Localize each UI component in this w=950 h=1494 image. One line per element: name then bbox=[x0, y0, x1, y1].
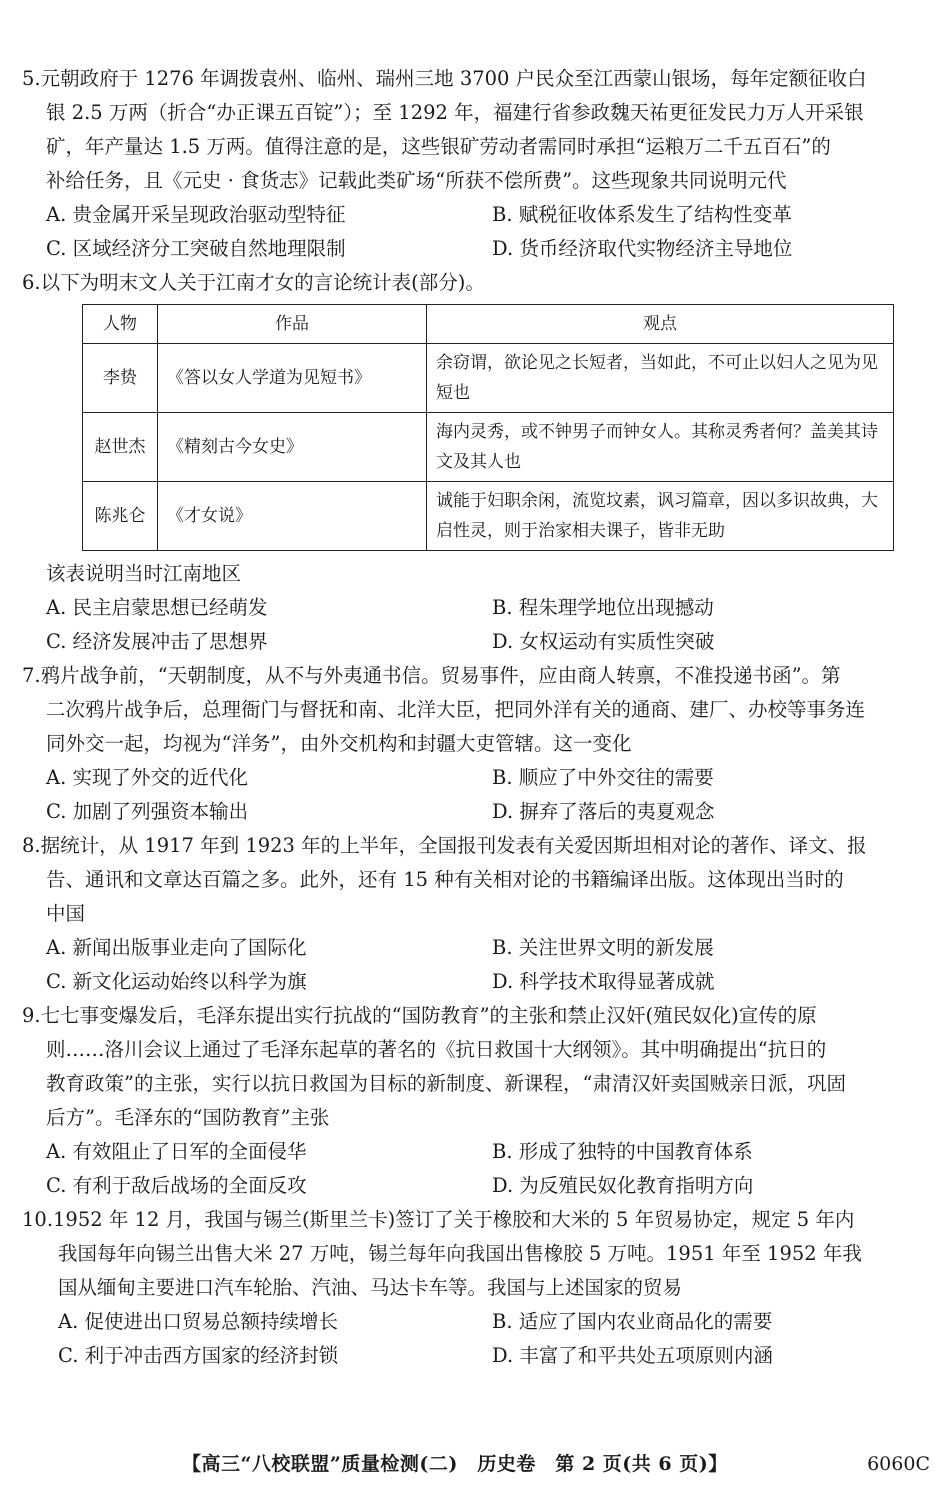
option-c[interactable]: C. 加剧了列强资本输出 bbox=[46, 800, 249, 823]
option-d[interactable]: D. 货币经济取代实物经济主导地位 bbox=[492, 237, 793, 260]
options-row bbox=[22, 591, 934, 625]
option-c[interactable]: C. 有利于敌后战场的全面反攻 bbox=[46, 1174, 307, 1197]
table-header-row bbox=[83, 305, 894, 344]
option-b[interactable]: B. 形成了独特的中国教育体系 bbox=[492, 1140, 753, 1163]
question-10 bbox=[22, 1203, 934, 1373]
question-stem-line: 该表说明当时江南地区 bbox=[46, 562, 242, 585]
option-d[interactable]: D. 女权运动有实质性突破 bbox=[492, 630, 715, 653]
column-header-work: 作品 bbox=[158, 305, 427, 344]
option-d[interactable]: D. 为反殖民奴化教育指明方向 bbox=[492, 1174, 754, 1197]
options-row bbox=[22, 1135, 934, 1169]
option-c[interactable]: C. 新文化运动始终以科学为旗 bbox=[46, 970, 307, 993]
options-row bbox=[22, 1169, 934, 1203]
cell-person: 李贽 bbox=[83, 344, 158, 413]
footer-title: 【高三“八校联盟”质量检测(二) 历史卷 第 2 页(共 6 页)】 bbox=[182, 1453, 728, 1475]
options-row bbox=[22, 931, 934, 965]
option-c[interactable]: C. 经济发展冲击了思想界 bbox=[46, 630, 268, 653]
option-c[interactable]: C. 利于冲击西方国家的经济封锁 bbox=[58, 1344, 339, 1367]
cell-work: 《答以女人学道为见短书》 bbox=[158, 344, 427, 413]
question-stem-line: 国从缅甸主要进口汽车轮胎、汽油、马达卡车等。我国与上述国家的贸易 bbox=[58, 1276, 683, 1299]
table-row bbox=[83, 344, 894, 413]
question-stem-line: 矿，年产量达 1.5 万两。值得注意的是，这些银矿劳动者需同时承担“运粮万二千五百石”的 bbox=[46, 135, 831, 158]
option-a[interactable]: A. 促使进出口贸易总额持续增长 bbox=[58, 1310, 338, 1333]
option-d[interactable]: D. 科学技术取得显著成就 bbox=[492, 970, 715, 993]
options-row bbox=[22, 232, 934, 266]
options-row bbox=[22, 965, 934, 999]
question-8 bbox=[22, 829, 934, 999]
column-header-person: 人物 bbox=[83, 305, 158, 344]
question-stem-line: 8.据统计，从 1917 年到 1923 年的上半年，全国报刊发表有关爱因斯坦相对论的著作、译文、报 bbox=[22, 834, 867, 857]
option-b[interactable]: B. 程朱理学地位出现撼动 bbox=[492, 596, 714, 619]
question-5 bbox=[22, 62, 934, 266]
options-row bbox=[22, 795, 934, 829]
question-stem-line: 中国 bbox=[46, 902, 86, 925]
option-a[interactable]: A. 民主启蒙思想已经萌发 bbox=[46, 596, 268, 619]
options-row bbox=[22, 198, 934, 232]
cell-person: 赵世杰 bbox=[83, 413, 158, 482]
question-stem-line: 补给任务，且《元史 · 食货志》记载此类矿场“所获不偿所费”。这些现象共同说明元代 bbox=[46, 169, 787, 192]
question-stem-line: 同外交一起，均视为“洋务”，由外交机构和封疆大吏管辖。这一变化 bbox=[46, 732, 632, 755]
options-row bbox=[22, 1339, 934, 1373]
question-stem-line: 6.以下为明末文人关于江南才女的言论统计表(部分)。 bbox=[22, 271, 485, 294]
question-stem-line: 后方”。毛泽东的“国防教育”主张 bbox=[46, 1106, 330, 1129]
page-footer bbox=[0, 1447, 950, 1481]
exam-page bbox=[22, 62, 934, 1373]
question-stem-line: 我国每年向锡兰出售大米 27 万吨，锡兰每年向我国出售橡胶 5 万吨。1951 年至 1952 年我 bbox=[58, 1242, 862, 1265]
quote-table bbox=[82, 304, 894, 551]
option-b[interactable]: B. 顺应了中外交往的需要 bbox=[492, 766, 714, 789]
question-stem-line: 告、通讯和文章达百篇之多。此外，还有 15 种有关相对论的书籍编译出版。这体现出当时的 bbox=[46, 868, 844, 891]
question-stem-line: 则……洛川会议上通过了毛泽东起草的著名的《抗日救国十大纲领》。其中明确提出“抗日的 bbox=[46, 1038, 827, 1061]
option-a[interactable]: A. 贵金属开采呈现政治驱动型特征 bbox=[46, 203, 346, 226]
column-header-view: 观点 bbox=[427, 305, 894, 344]
option-a[interactable]: A. 实现了外交的近代化 bbox=[46, 766, 248, 789]
question-9 bbox=[22, 999, 934, 1203]
question-stem-line: 10.1952 年 12 月，我国与锡兰(斯里兰卡)签订了关于橡胶和大米的 5 年贸易协定，规定 5 年内 bbox=[22, 1208, 855, 1231]
option-b[interactable]: B. 适应了国内农业商品化的需要 bbox=[492, 1310, 773, 1333]
question-stem-line: 9.七七事变爆发后，毛泽东提出实行抗战的“国防教育”的主张和禁止汉奸(殖民奴化)宣传的原 bbox=[22, 1004, 817, 1027]
table-row bbox=[83, 482, 894, 551]
option-b[interactable]: B. 赋税征收体系发生了结构性变革 bbox=[492, 203, 792, 226]
options-row bbox=[22, 761, 934, 795]
option-a[interactable]: A. 有效阻止了日军的全面侵华 bbox=[46, 1140, 307, 1163]
cell-work: 《精刻古今女史》 bbox=[158, 413, 427, 482]
cell-view: 诚能于妇职余闲，流览坟素，讽习篇章，因以多识故典，大启性灵，则于治家相夫课子，皆非无助 bbox=[427, 482, 894, 551]
question-stem-line: 教育政策”的主张，实行以抗日救国为目标的新制度、新课程，“肃清汉奸卖国贼亲日派，巩固 bbox=[46, 1072, 846, 1095]
cell-view: 余窃谓，欲论见之长短者，当如此，不可止以妇人之见为见短也 bbox=[427, 344, 894, 413]
cell-person: 陈兆仑 bbox=[83, 482, 158, 551]
question-7 bbox=[22, 659, 934, 829]
question-stem-line: 5.元朝政府于 1276 年调拨袁州、临州、瑞州三地 3700 户民众至江西蒙山银场，每年定额征收白 bbox=[22, 67, 867, 90]
question-stem-line: 银 2.5 万两（折合“办正课五百锭”）；至 1292 年，福建行省参政魏天祐更征发民力万人开采银 bbox=[46, 101, 864, 124]
option-d[interactable]: D. 摒弃了落后的夷夏观念 bbox=[492, 800, 715, 823]
question-stem-line: 二次鸦片战争后，总理衙门与督抚和南、北洋大臣，把同外洋有关的通商、建厂、办校等事务连 bbox=[46, 698, 866, 721]
option-c[interactable]: C. 区域经济分工突破自然地理限制 bbox=[46, 237, 346, 260]
exam-code: 6060C bbox=[867, 1453, 930, 1475]
options-row bbox=[22, 1305, 934, 1339]
question-stem-line: 7.鸦片战争前，“天朝制度，从不与外夷通书信。贸易事件，应由商人转禀，不准投递书函”。第 bbox=[22, 664, 841, 687]
option-b[interactable]: B. 关注世界文明的新发展 bbox=[492, 936, 714, 959]
option-d[interactable]: D. 丰富了和平共处五项原则内涵 bbox=[492, 1344, 773, 1367]
option-a[interactable]: A. 新闻出版事业走向了国际化 bbox=[46, 936, 307, 959]
options-row bbox=[22, 625, 934, 659]
question-6 bbox=[22, 266, 934, 659]
cell-work: 《才女说》 bbox=[158, 482, 427, 551]
table-row bbox=[83, 413, 894, 482]
cell-view: 海内灵秀，或不钟男子而钟女人。其称灵秀者何？盖美其诗文及其人也 bbox=[427, 413, 894, 482]
